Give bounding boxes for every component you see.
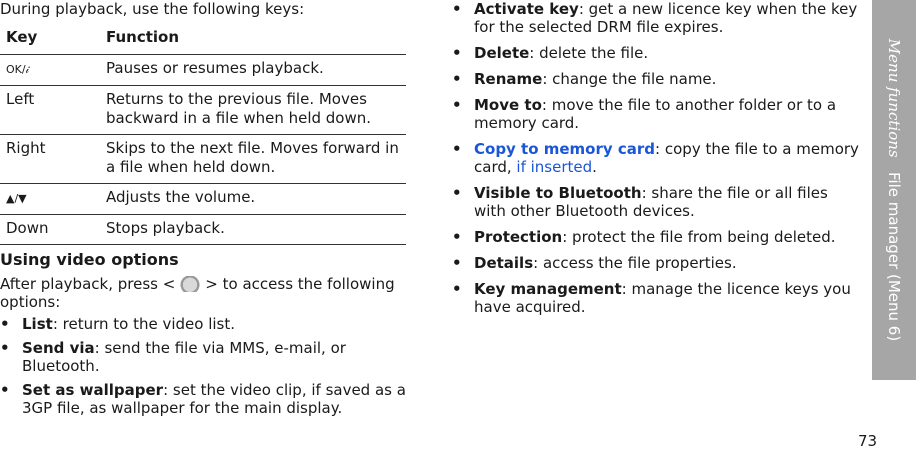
list-item: • List: return to the video list. xyxy=(0,315,236,333)
table-row xyxy=(0,86,406,135)
table-row xyxy=(0,215,406,245)
function-cell: Pauses or resumes playback. xyxy=(100,55,406,86)
key-cell: OK/𝒾 xyxy=(0,55,100,86)
key-cell: ▲/▼ xyxy=(0,184,100,215)
video-options-list xyxy=(0,315,406,423)
list-item: • Set as wallpaper: set the video clip, if saved as a 3GP file, as wallpaper for the main display. xyxy=(0,381,406,417)
playback-keys-table xyxy=(0,26,406,245)
list-item: • Send via: send the file via MMS, e-mail, or Bluetooth. xyxy=(0,339,346,375)
list-item: • Rename: change the file name. xyxy=(452,70,717,88)
list-item: • Delete: delete the file. xyxy=(452,44,649,62)
function-cell: Stops playback. xyxy=(100,215,406,245)
function-cell: Returns to the previous file. Moves backward in a file when held down. xyxy=(100,86,406,135)
list-item: • Protection: protect the file from being deleted. xyxy=(452,228,836,246)
list-item: • Activate key: get a new licence key when the key for the selected DRM file expires. xyxy=(452,0,858,36)
list-item: • Details: access the file properties. xyxy=(452,254,737,272)
function-cell: Skips to the next file. Moves forward in a file when held down. xyxy=(100,135,406,184)
list-item: • Move to: move the file to another folder or to a memory card. xyxy=(452,96,837,132)
table-row xyxy=(0,55,406,86)
key-cell: Right xyxy=(0,135,100,184)
playback-intro: During playback, use the following keys: xyxy=(0,0,305,18)
list-item: • Key management: manage the licence keys you have acquired. xyxy=(452,280,851,316)
header-function: Function xyxy=(100,26,406,55)
function-cell: Adjusts the volume. xyxy=(100,184,406,215)
chapter-label: Menu functions File manager (Menu 6) xyxy=(885,38,903,342)
header-key: Key xyxy=(0,26,100,55)
page-number: 73 xyxy=(858,432,878,450)
key-cell: Left xyxy=(0,86,100,135)
table-row xyxy=(0,184,406,215)
table-row xyxy=(0,135,406,184)
menu-softkey-icon xyxy=(177,276,203,292)
table-header-row xyxy=(0,26,406,55)
list-item: • Visible to Bluetooth: share the file or all files with other Bluetooth devices. xyxy=(452,184,828,220)
file-options-list xyxy=(452,0,862,324)
list-item: • Copy to memory card: copy the file to a memory card, if inserted. xyxy=(452,140,859,176)
chapter-sidebar xyxy=(872,0,916,380)
section-title: Using video options xyxy=(0,250,179,269)
section-intro: After playback, press < > to access the following options: xyxy=(0,275,395,311)
key-cell: Down xyxy=(0,215,100,245)
